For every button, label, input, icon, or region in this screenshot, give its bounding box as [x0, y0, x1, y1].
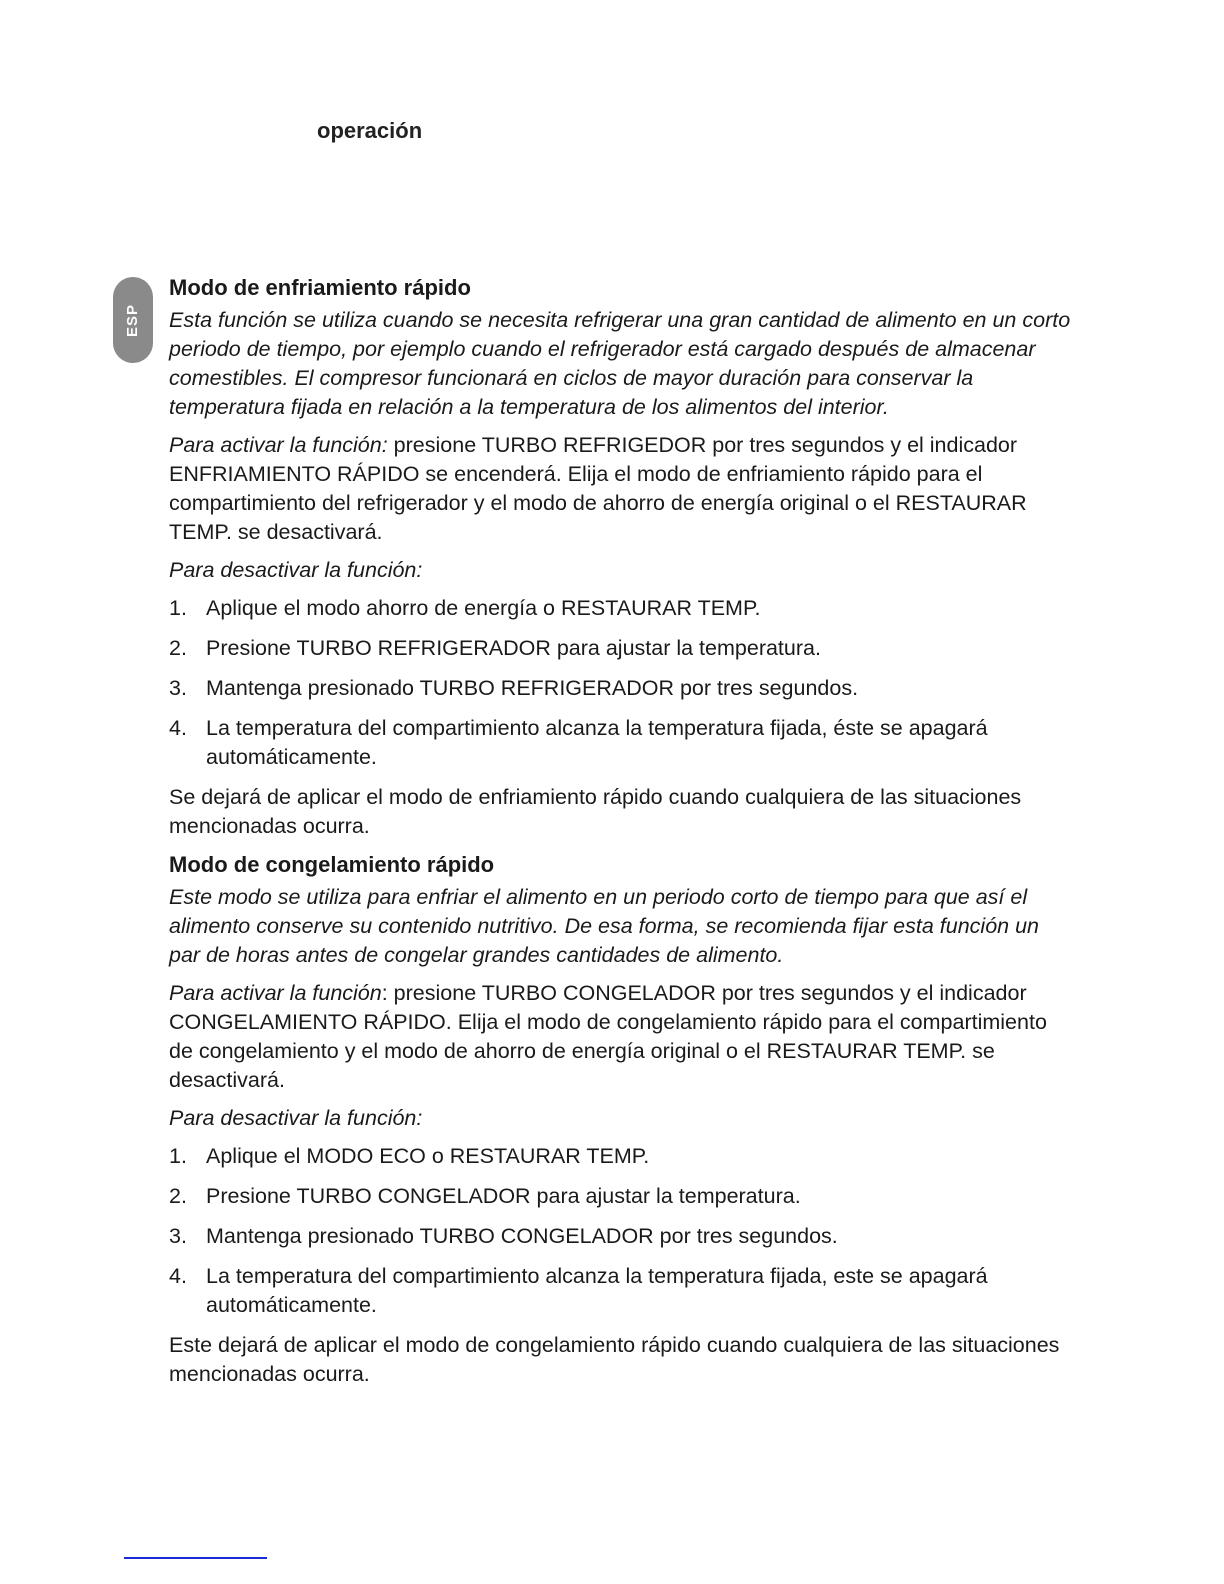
step-number: 4. — [169, 1264, 187, 1288]
steps-list — [169, 594, 1074, 772]
list-item — [169, 1182, 1074, 1211]
list-item — [169, 1262, 1074, 1320]
section-quick-cooling — [169, 273, 1074, 841]
step-text: Presione TURBO REFRIGERADOR para ajustar la temperatura. — [206, 636, 821, 660]
list-item — [169, 714, 1074, 772]
step-number: 2. — [169, 1184, 187, 1208]
footer-divider — [124, 1557, 267, 1559]
section-intro: Este modo se utiliza para enfriar el alimento en un periodo corto de tiempo para que así el alimento conserve su contenido nutritivo. De esa forma, se recomienda fijar esta función un par de horas antes de congelar grandes cantidades de alimento. — [169, 885, 1040, 967]
list-item — [169, 674, 1074, 703]
activate-label: Para activar la función — [169, 981, 382, 1005]
step-number: 2. — [169, 636, 187, 660]
document-body — [169, 273, 1074, 1398]
step-number: 3. — [169, 1224, 187, 1248]
list-item — [169, 634, 1074, 663]
section-heading: Modo de congelamiento rápido — [169, 852, 495, 877]
step-number: 3. — [169, 676, 187, 700]
activate-paragraph — [169, 979, 1074, 1095]
list-item — [169, 1222, 1074, 1251]
section-quick-freezing — [169, 850, 1074, 1389]
deactivate-label: Para desactivar la función: — [169, 1106, 423, 1130]
step-text: La temperatura del compartimiento alcanza la temperatura fijada, este se apagará automáticamente. — [206, 1264, 988, 1317]
activate-label: Para activar la función: — [169, 433, 388, 457]
section-intro: Esta función se utiliza cuando se necesita refrigerar una gran cantidad de alimento en un corto periodo de tiempo, por ejemplo cuando el refrigerador está cargado después de almacenar comestibles. El compresor funcionará en ciclos de mayor duración para conservar la temperatura fijada en relación a la temperatura de los alimentos del interior. — [169, 308, 1071, 419]
step-text: Aplique el MODO ECO o RESTAURAR TEMP. — [206, 1144, 650, 1168]
language-tab-label: ESP — [124, 303, 142, 337]
step-text: Aplique el modo ahorro de energía o RESTAURAR TEMP. — [206, 596, 761, 620]
closing-paragraph: Este dejará de aplicar el modo de congelamiento rápido cuando cualquiera de las situaciones mencionadas ocurra. — [169, 1333, 1060, 1386]
language-tab — [113, 277, 153, 363]
activate-text: presione TURBO REFRIGEDOR por tres segundos y el indicador ENFRIAMIENTO RÁPIDO se encenderá. Elija el modo de enfriamiento rápido para el compartimiento del refrigerador y el modo de ahorro de energía original o el RESTAURAR TEMP. se desactivará. — [169, 433, 1027, 544]
step-number: 4. — [169, 716, 187, 740]
steps-list — [169, 1142, 1074, 1320]
closing-paragraph: Se dejará de aplicar el modo de enfriamiento rápido cuando cualquiera de las situaciones mencionadas ocurra. — [169, 785, 1022, 838]
list-item — [169, 1142, 1074, 1171]
activate-text: : presione TURBO CONGELADOR por tres segundos y el indicador CONGELAMIENTO RÁPIDO. Elija el modo de congelamiento rápido para el compartimiento de congelamiento y el modo de ahorro de energía original o el RESTAURAR TEMP. se desactivará. — [169, 981, 1047, 1092]
step-text: Mantenga presionado TURBO CONGELADOR por tres segundos. — [206, 1224, 838, 1248]
list-item — [169, 594, 1074, 623]
step-number: 1. — [169, 596, 187, 620]
deactivate-label: Para desactivar la función: — [169, 558, 423, 582]
step-text: Presione TURBO CONGELADOR para ajustar la temperatura. — [206, 1184, 801, 1208]
step-number: 1. — [169, 1144, 187, 1168]
activate-paragraph — [169, 431, 1074, 547]
section-heading: Modo de enfriamiento rápido — [169, 275, 471, 300]
step-text: La temperatura del compartimiento alcanza la temperatura fijada, éste se apagará automáticamente. — [206, 716, 988, 769]
page-title: operación — [317, 118, 423, 143]
step-text: Mantenga presionado TURBO REFRIGERADOR por tres segundos. — [206, 676, 859, 700]
